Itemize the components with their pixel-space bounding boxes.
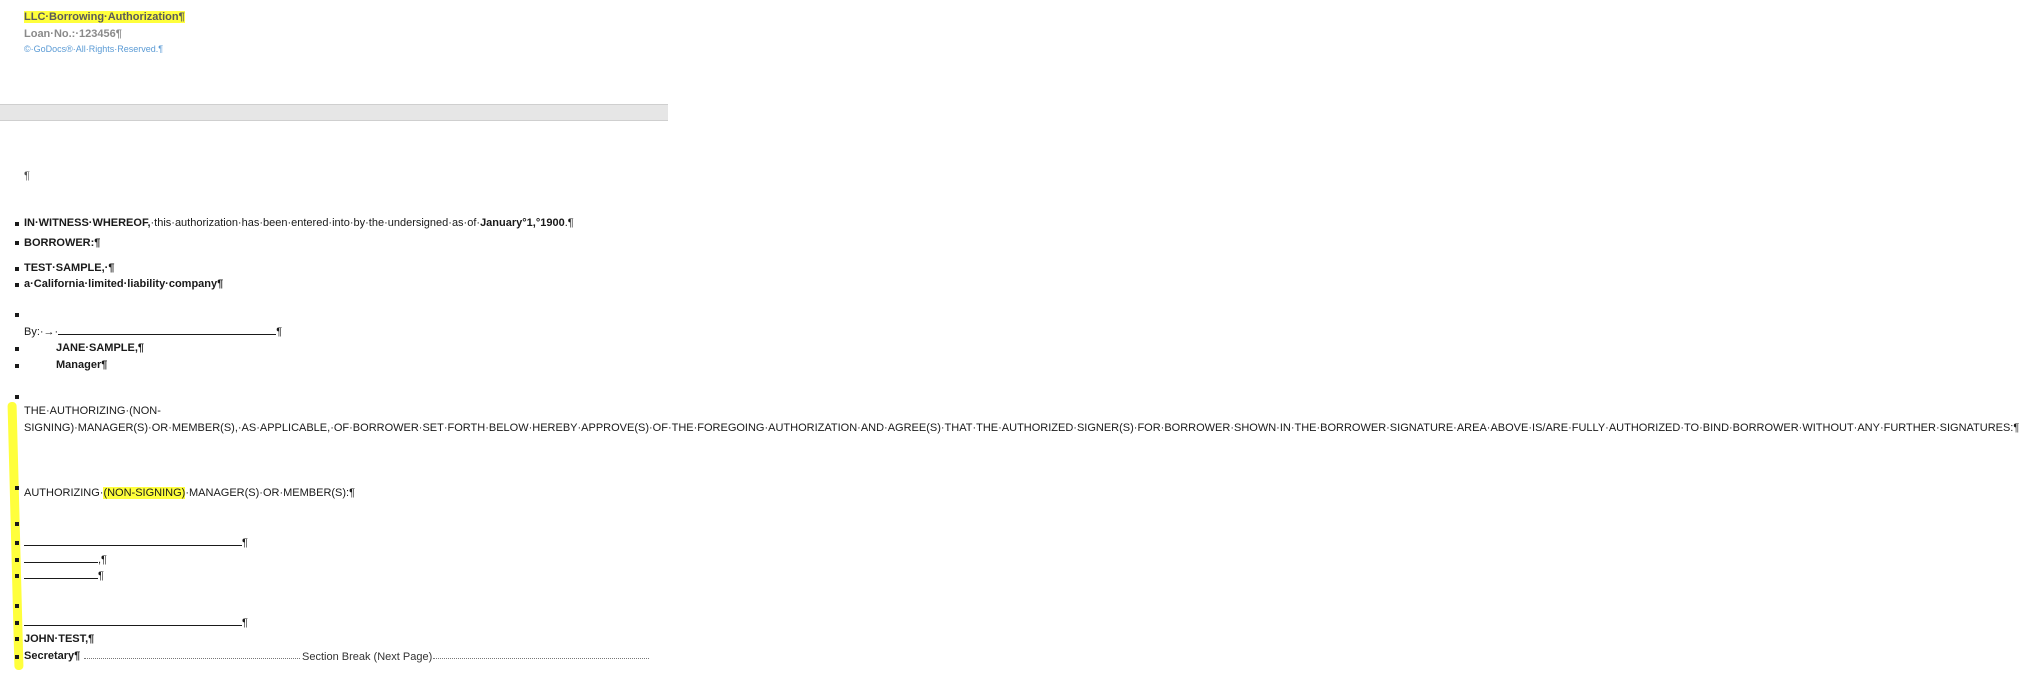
- witness-text: ·this·authorization·has·been·entered·into·by·the·undersigned·as·of·: [150, 217, 481, 229]
- para-marker: [15, 222, 19, 226]
- para-marker: [15, 347, 19, 351]
- auth-heading: [24, 486, 355, 500]
- document-title: [24, 11, 185, 23]
- by-pilcrow: ¶: [276, 326, 283, 338]
- comma-pilcrow: ,¶: [98, 554, 107, 566]
- signer-title: Manager¶: [56, 359, 108, 371]
- para-marker: [15, 541, 19, 545]
- section-break-label: Section Break (Next Page): [302, 651, 433, 663]
- by-label: By:·→·: [24, 326, 59, 338]
- copyright-line: ©·GoDocs®·All·Rights·Reserved.¶: [24, 44, 164, 54]
- witness-date: January°1,°1900: [480, 217, 565, 229]
- section-break-dots-right: [433, 658, 649, 659]
- witness-line: [24, 216, 574, 230]
- para-marker: [15, 283, 19, 287]
- para-marker: [15, 621, 19, 625]
- para-marker: [15, 395, 19, 399]
- document-title-text: LLC·Borrowing·Authorization¶: [24, 11, 185, 23]
- title-blank-line: [24, 568, 104, 583]
- para-marker: [15, 604, 19, 608]
- auth-heading-highlight: (NON-SIGNING): [103, 487, 186, 499]
- para-marker: [15, 637, 19, 641]
- entity-name: TEST·SAMPLE,·¶: [24, 262, 115, 274]
- member-name: JOHN·TEST,¶: [24, 633, 95, 645]
- para-marker: [15, 313, 19, 317]
- member-title: Secretary¶: [24, 650, 81, 662]
- para-marker: [15, 558, 19, 562]
- signature-line: [24, 615, 242, 626]
- page-break-gap: [0, 104, 668, 121]
- highlight-bar: [7, 402, 23, 670]
- authorizing-paragraph: THE·AUTHORIZING·(NON-SIGNING)·MANAGER(S)·OR·MEMBER(S),·AS·APPLICABLE,·OF·BORROWER·SET·FORTH·BELOW·HEREBY·APPROVE(S)·OF·THE·FOREGOING·AUTHORIZATION·AND·AGREE(S)·THAT·THE·AUTHORIZED·SIGNER(S)·FOR·BORROWER·SHOWN·IN·THE·BORROWER·SIGNATURE·AREA·ABOVE·IS/ARE·FULLY·AUTHORIZED·TO·BIND·BORROWER·WITHOUT·ANY·FURTHER·SIGNATURES:¶: [24, 405, 2019, 434]
- member-signature-line-2: [24, 615, 248, 630]
- auth-heading-a: AUTHORIZING·: [24, 487, 104, 499]
- empty-paragraph-mark: ¶: [24, 170, 30, 182]
- auth-heading-b: ·MANAGER(S)·OR·MEMBER(S):¶: [185, 487, 356, 499]
- signature-line: [58, 324, 276, 335]
- para-marker: [15, 522, 19, 526]
- pilcrow: ¶: [242, 617, 248, 629]
- section-break-dots-left: [84, 658, 300, 659]
- witness-lead: IN·WITNESS·WHEREOF,: [24, 217, 151, 229]
- para-marker: [15, 241, 19, 245]
- para-marker: [15, 267, 19, 271]
- loan-number: Loan·No.:·123456¶: [24, 28, 122, 40]
- by-line: [24, 324, 282, 339]
- witness-end: .¶: [564, 217, 574, 229]
- pilcrow: ¶: [98, 570, 104, 582]
- para-marker: [15, 574, 19, 578]
- entity-type: a·California·limited·liability·company¶: [24, 278, 224, 290]
- name-blank: [24, 552, 98, 563]
- pilcrow: ¶: [242, 537, 248, 549]
- signer-name: JANE·SAMPLE,¶: [56, 342, 145, 354]
- para-marker: [15, 655, 19, 659]
- borrower-label: BORROWER:¶: [24, 237, 101, 249]
- name-blank-line: [24, 552, 107, 567]
- para-marker: [15, 486, 19, 490]
- signature-line: [24, 535, 242, 546]
- para-marker: [15, 364, 19, 368]
- title-blank: [24, 568, 98, 579]
- member-signature-line-1: [24, 535, 248, 550]
